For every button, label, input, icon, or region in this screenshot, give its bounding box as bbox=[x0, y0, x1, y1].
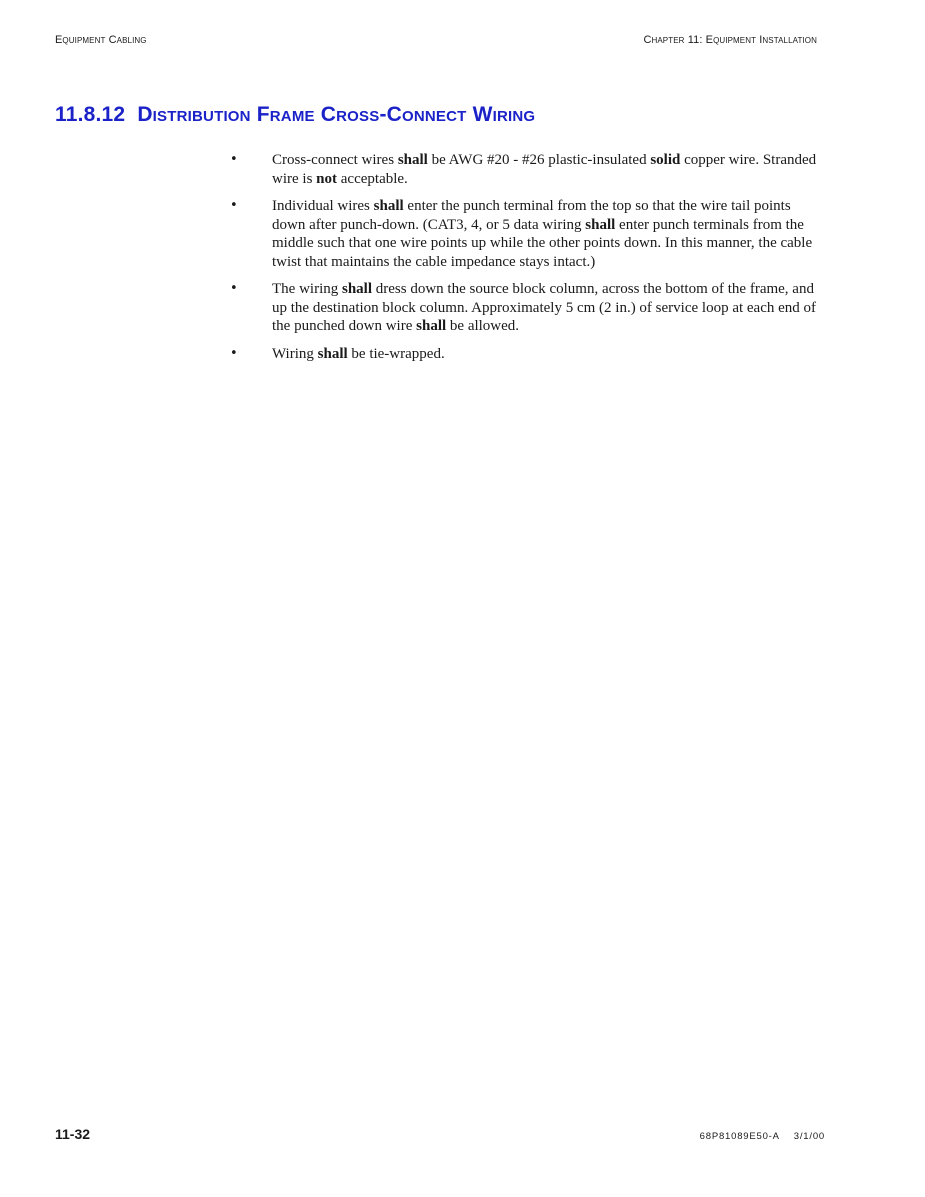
bold-term: shall bbox=[585, 216, 616, 233]
page-number: 11-32 bbox=[55, 1126, 91, 1142]
bold-term: shall bbox=[416, 318, 447, 334]
header-chapter-title: Chapter 11: Equipment Installation bbox=[643, 34, 817, 46]
bullet-text: Wiring bbox=[272, 345, 318, 362]
bullet-text: enter the punch terminal from the top so that the wire tail points down after punch-down. (CAT3, 4, or 5 data wiring bbox=[272, 198, 791, 233]
bullet-dot-icon: • bbox=[230, 198, 238, 213]
bullet-text: be tie-wrapped. bbox=[347, 345, 445, 362]
bullet-dot-icon: • bbox=[230, 281, 238, 296]
bullet-text: Individual wires bbox=[272, 198, 374, 214]
bold-term: solid bbox=[650, 152, 681, 168]
running-header bbox=[55, 34, 817, 50]
bold-term: not bbox=[316, 170, 338, 187]
bullet-text: dress down the source block column, across the bottom of the frame, and up the destination block column. Approximately 5 cm (2 in.) of service loop at each end of the punched down wire bbox=[272, 281, 817, 334]
bold-term: shall bbox=[373, 198, 404, 214]
bullet-text: Cross-connect wires bbox=[272, 152, 398, 168]
document-date: 3/1/00 bbox=[793, 1131, 825, 1142]
bold-term: shall bbox=[317, 345, 348, 362]
bullet-dot-icon: • bbox=[230, 345, 238, 361]
bullet-item bbox=[230, 280, 820, 336]
section-number: 11.8.12 bbox=[55, 103, 126, 126]
bullet-text: acceptable. bbox=[337, 170, 408, 187]
bullet-item bbox=[230, 197, 820, 271]
section-title: Distribution Frame Cross-Connect Wiring bbox=[137, 103, 536, 126]
bold-term: shall bbox=[397, 152, 428, 168]
bullet-text: be allowed. bbox=[446, 318, 520, 334]
bullet-list bbox=[230, 151, 820, 372]
bullet-dot-icon: • bbox=[230, 152, 238, 167]
section-heading bbox=[55, 103, 855, 127]
bullet-text: The wiring bbox=[272, 281, 342, 297]
bold-term: shall bbox=[341, 281, 372, 297]
bullet-item bbox=[230, 151, 820, 188]
bullet-item bbox=[230, 345, 820, 364]
bullet-text: be AWG #20 - #26 plastic-insulated bbox=[427, 152, 651, 168]
document-number: 68P81089E50-A bbox=[699, 1131, 780, 1142]
document-id bbox=[700, 1131, 825, 1142]
bullet-text: copper wire. Stranded wire is bbox=[272, 152, 817, 187]
header-section-name: Equipment Cabling bbox=[55, 34, 147, 46]
bullet-text: enter punch terminals from the middle such that one wire points up while the other points down. In this manner, the cable twist that maintains the cable impedance stays intact.) bbox=[272, 216, 813, 270]
